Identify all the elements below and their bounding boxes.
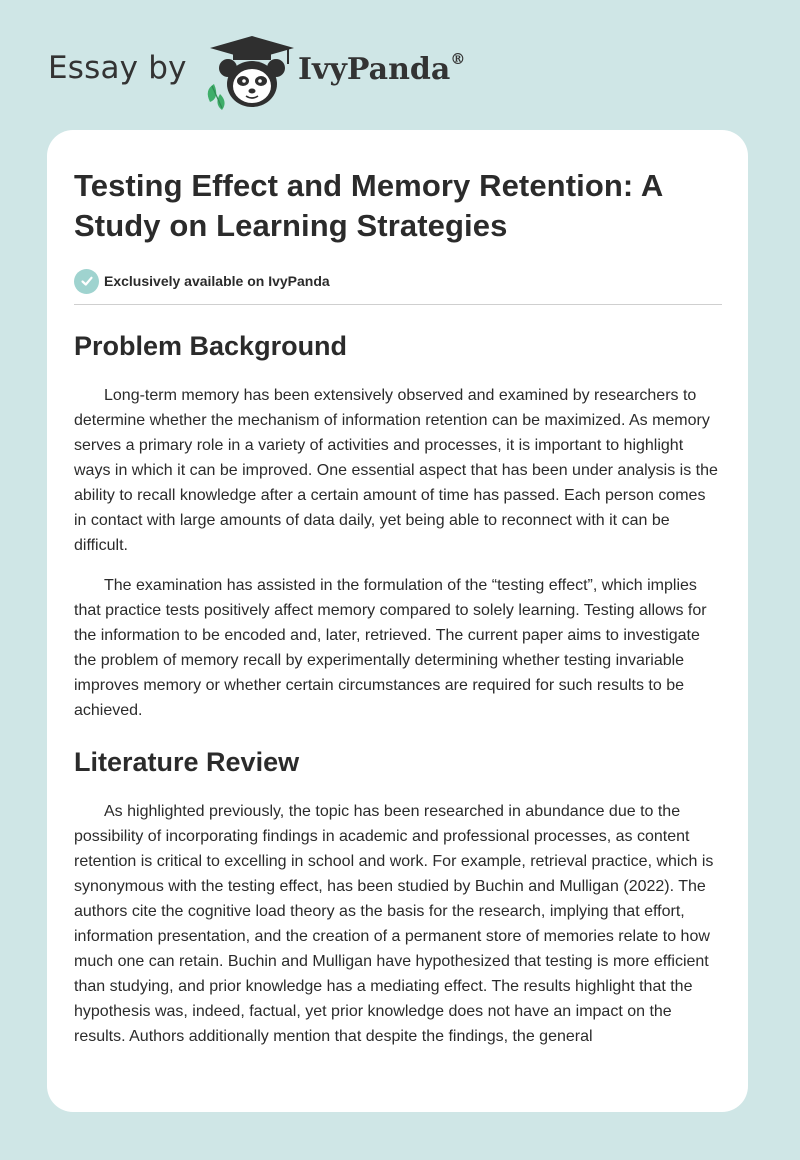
paragraph: The examination has assisted in the formulation of the “testing effect”, which implies that practice tests positively affect memory compared to solely learning. Testing allows for the information to be encoded and, later, retrieved. The current paper aims to investigate the problem of memory recall by experimentally determining whether testing invariable improves memory or whether certain circumstances are required for such results to be achieved.: [74, 577, 707, 719]
paragraph: As highlighted previously, the topic has been researched in abundance due to the possibility of incorporating findings in academic and professional processes, as content retention is critical to excelling in school and work. For example, retrieval practice, which is synonymous with the testing effect, has been studied by Buchin and Mulligan (2022). The authors cite the cognitive load theory as the basis for the research, implying that effort, information presentation, and the creation of a permanent store of memories relate to how much one can retain. Buchin and Mulligan have hypothesized that testing is more efficient than studying, and prior knowledge has a mediating effect. The results highlight that the hypothesis was, indeed, factual, yet prior knowledge does not have an impact on the results. Authors additionally mention that despite the findings, the general: [74, 803, 714, 1045]
section-heading-problem-background: Problem Background: [74, 331, 348, 361]
site-header: [0, 0, 800, 130]
paragraph: Long-term memory has been extensively observed and examined by researchers to determine whether the mechanism of information retention can be maximized. As memory serves a primary role in a variety of activities and processes, it is important to highlight ways in which it can be improved. One essential aspect that has been under analysis is the ability to recall knowledge after a certain amount of time has passed. Each person comes in contact with large amounts of data daily, yet being able to reconnect with it can be difficult.: [74, 387, 718, 554]
exclusive-label: Exclusively available on IvyPanda: [104, 273, 330, 289]
section-heading-literature-review: Literature Review: [74, 747, 300, 777]
essay-by-label: Essay by: [48, 50, 187, 86]
exclusive-badge: [74, 266, 722, 296]
essay-title: Testing Effect and Memory Retention: A Study on Learning Strategies: [74, 168, 663, 243]
registered-mark: ®: [450, 50, 466, 68]
brand-name[interactable]: IvyPanda®: [298, 50, 466, 87]
check-icon: [74, 269, 99, 294]
divider: [74, 304, 722, 305]
panda-graduate-logo-icon[interactable]: [200, 34, 296, 110]
essay-card: [47, 130, 748, 1112]
